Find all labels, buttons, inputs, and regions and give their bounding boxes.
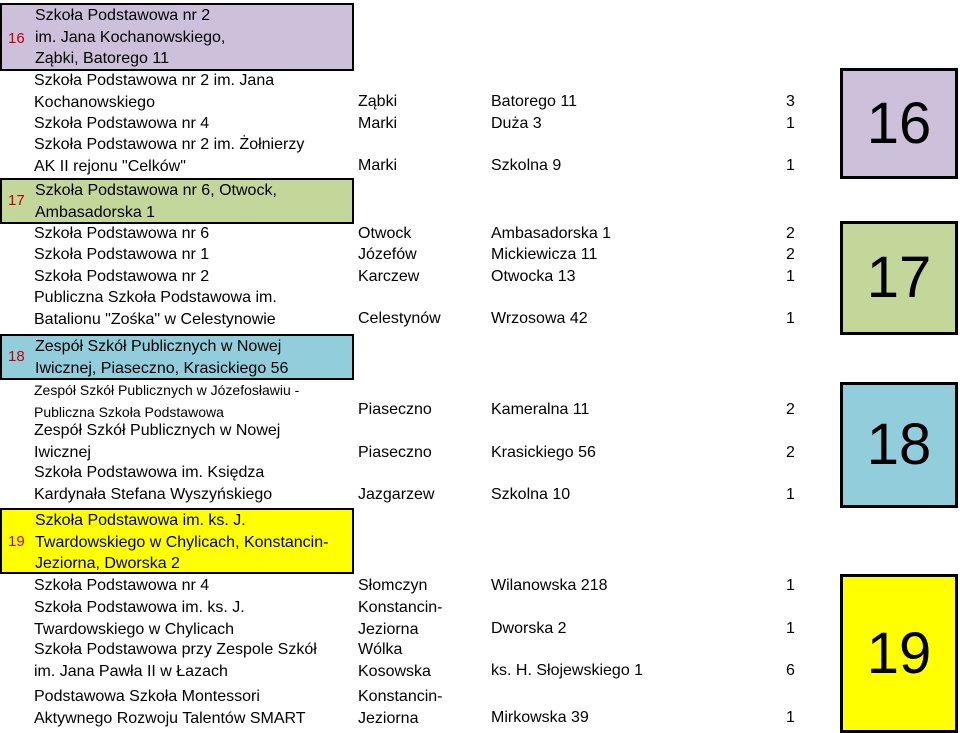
table-row-school: Szkoła Podstawowa przy Zespole Szkół im. Jana Pawła II w Łazach [34,641,317,680]
table-row-school: Szkoła Podstawowa nr 2 im. Żołnierzy AK II rejonu "Celków" [34,136,305,175]
table-row-school: Szkoła Podstawowa im. Księdza Kardynała Stefana Wyszyńskiego [34,464,273,503]
table-row-count: 3 [786,93,795,110]
table-row-count: 2 [786,444,795,461]
table-row-school: Szkoła Podstawowa nr 2 [34,268,210,285]
table-row-city: Piaseczno [358,444,432,461]
table-row-city: Konstancin- Jeziorna [358,599,443,638]
table-row-city: Marki [358,115,398,132]
table-row-street: Duża 3 [491,115,542,132]
table-row-count: 2 [786,225,795,242]
table-row-city: Marki [358,157,398,174]
table-row-count: 1 [786,310,795,327]
table-row-count: 1 [786,115,795,132]
table-row-street: Krasickiego 56 [491,444,596,461]
table-row-count: 1 [786,577,795,594]
table-row-city: Karczew [358,268,420,285]
table-row-count: 1 [786,620,795,637]
table-row-school: Szkoła Podstawowa nr 1 [34,246,210,263]
table-row-street: Ambasadorska 1 [491,225,612,242]
table-row-count: 1 [786,486,795,503]
group-17-header [0,178,354,224]
table-row-school: Szkoła Podstawowa nr 4 [34,115,210,132]
table-row-school: Zespół Szkół Publicznych w Nowej Iwicznej [34,422,281,461]
table-row-city: Otwock [358,225,412,242]
table-row-street: ks. H. Słojewskiego 1 [491,662,644,679]
table-row-street: Batorego 11 [491,93,577,110]
table-row-city: Konstancin- Jeziorna [358,688,443,727]
group-19-number: 19 [8,533,25,550]
table-row-school: Szkoła Podstawowa nr 6 [34,225,210,242]
table-row-street: Mickiewicza 11 [491,246,598,263]
table-row-street: Kameralna 11 [491,401,590,418]
group-16-badge: 16 [840,68,958,179]
group-18-header-name: Zespół Szkół Publicznych w Nowej Iwicznej, Piaseczno, Krasickiego 56 [35,338,289,377]
table-row-school: Szkoła Podstawowa nr 4 [34,577,210,594]
group-16-header [0,3,354,71]
table-row-street: Szkolna 10 [491,486,571,503]
group-19-header [0,508,354,574]
group-17-badge: 17 [840,221,958,335]
table-row-street: Wrzosowa 42 [491,310,588,327]
table-row-street: Dworska 2 [491,620,567,637]
table-row-city: Celestynów [358,310,441,327]
table-row-count: 6 [786,662,795,679]
table-row-city: Ząbki [358,93,398,110]
table-row-city: Józefów [358,246,417,263]
table-row-count: 2 [786,246,795,263]
group-18-number: 18 [8,348,25,365]
table-row-school: Szkoła Podstawowa nr 2 im. Jana Kochanowskiego [34,72,275,111]
table-row-school: Zespół Szkół Publicznych w Józefosławiu - Publiczna Szkoła Podstawowa [34,382,300,420]
group-19-badge: 19 [840,574,958,733]
table-row-school: Szkoła Podstawowa im. ks. J. Twardowskiego w Chylicach [34,599,245,638]
table-row-count: 1 [786,268,795,285]
table-row-street: Szkolna 9 [491,157,562,174]
group-17-number: 17 [8,192,25,209]
table-row-count: 1 [786,709,795,726]
group-18-header [0,334,354,380]
table-row-school: Publiczna Szkoła Podstawowa im. Batalionu "Zośka" w Celestynowie [34,289,277,328]
group-19-header-name: Szkoła Podstawowa im. ks. J. Twardowskiego w Chylicach, Konstancin- Jeziorna, Dworska 2 [35,512,329,572]
table-row-city: Piaseczno [358,401,432,418]
table-row-city: Jazgarzew [358,486,435,503]
group-18-badge: 18 [840,382,958,508]
group-16-number: 16 [8,30,25,47]
group-17-header-name: Szkoła Podstawowa nr 6, Otwock, Ambasadorska 1 [35,182,277,221]
table-row-city: Słomczyn [358,577,428,594]
table-row-street: Wilanowska 218 [491,577,608,594]
table-row-count: 1 [786,157,795,174]
table-row-count: 2 [786,401,795,418]
group-16-header-name: Szkoła Podstawowa nr 2 im. Jana Kochanowskiego, Ząbki, Batorego 11 [35,7,226,67]
table-row-school: Podstawowa Szkoła Montessori Aktywnego Rozwoju Talentów SMART [34,688,306,727]
table-row-city: Wólka Kosowska [358,641,431,680]
table-row-street: Otwocka 13 [491,268,576,285]
table-row-street: Mirkowska 39 [491,709,589,726]
